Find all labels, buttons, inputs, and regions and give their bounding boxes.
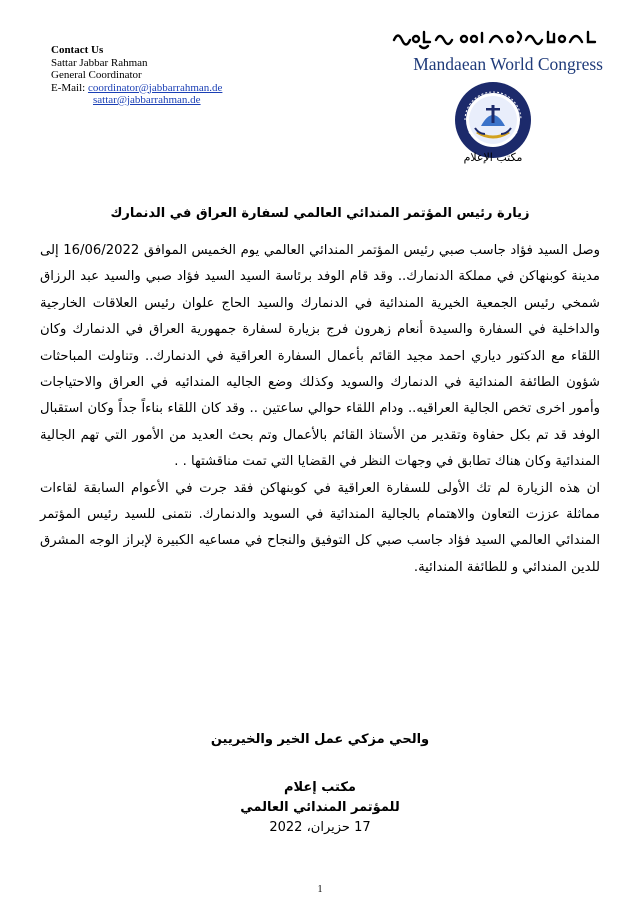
letter-body bbox=[40, 238, 600, 581]
letter-title: زيارة رئيس المؤتمر المندائي العالمي لسفارة العراق في الدنمارك bbox=[110, 206, 530, 221]
mandaic-script-logo bbox=[390, 22, 600, 52]
signature-office: مكتب إعلام bbox=[284, 780, 356, 795]
signature-org: للمؤتمر المندائي العالمي bbox=[240, 800, 400, 815]
org-name: Mandaean World Congress bbox=[413, 54, 603, 74]
media-office-label: مكتب الإعلام bbox=[463, 151, 523, 164]
contact-block bbox=[51, 44, 222, 107]
congress-seal-logo bbox=[453, 80, 533, 160]
signature-block bbox=[180, 778, 460, 838]
email-row-secondary bbox=[51, 94, 222, 107]
paragraph-1: وصل السيد فؤاد جاسب صبي رئيس المؤتمر المندائي العالمي يوم الخميس الموافق 16/06/2022 إلى مدينة كوبنهاكن في مملكة الدنمارك.. وقد قام الوفد برئاسة السيد السيد فؤاد صبي والسيد عبد الرزاق شمخي رئيس الجمعية الخيرية المندائية في الدنمارك والسيد الحاج علوان رئيس العلاقات الخارجية والداخلية في السفارة والسيدة أنعام زهرون فرج بزيارة لسفارة جمهورية العراق في الدنمارك وكان اللقاء مع الدكتور دياري احمد مجيد القائم بأعمال السفارة العراقية في الدنمارك.. وتناولت المباحثات شؤون الطائفة المندائية في الدنمارك والسويد وكذلك وضع الجاليه المندائيه في العراق والاحتياجات وأمور اخرى تخص الجالية العراقيه.. ودام اللقاء حوالي ساعتين .. وقد كان اللقاء بناءاً جداً وكان استقبال الوفد قد تم بكل حفاوة وتقدير من الأستاذ القائم بالأعمال وتم بحث العديد من الأمور التي تهم الجالية المندائية وكان هناك تطابق في وجهات النظر في القضايا التي تمت مناقشتها . . bbox=[40, 243, 600, 470]
email-link-primary[interactable]: coordinator@jabbarrahman.de bbox=[87, 81, 223, 94]
email-row bbox=[51, 82, 222, 95]
email-label: E-Mail: bbox=[51, 81, 86, 94]
contact-role: General Coordinator bbox=[51, 69, 142, 81]
signature-date: 17 حزيران، 2022 bbox=[269, 820, 371, 835]
contact-name: Sattar Jabbar Rahman bbox=[51, 56, 148, 69]
email-link-secondary[interactable]: sattar@jabbarrahman.de bbox=[93, 94, 201, 106]
page-number: 1 bbox=[317, 884, 323, 895]
closing-line: والحي مزكي عمل الخير والخيريين bbox=[210, 732, 430, 747]
paragraph-2: ان هذه الزيارة لم تك الأولى للسفارة العراقية في كوبنهاكن فقد جرت في الأعوام السابقة لقاءات مماثلة عززت التعاون والاهتمام بالجالية المندائية في السويد والدنمارك. نتمنى للسيد رئيس المؤتمر المندائي العالمي السيد فؤاد جاسب صبي كل التوفيق والنجاح في مساعيه الكبيرة لإبراز الوجه المشرق للدين المندائي و للطائفة المندائية. bbox=[40, 480, 600, 575]
contact-label: Contact Us bbox=[51, 44, 104, 56]
